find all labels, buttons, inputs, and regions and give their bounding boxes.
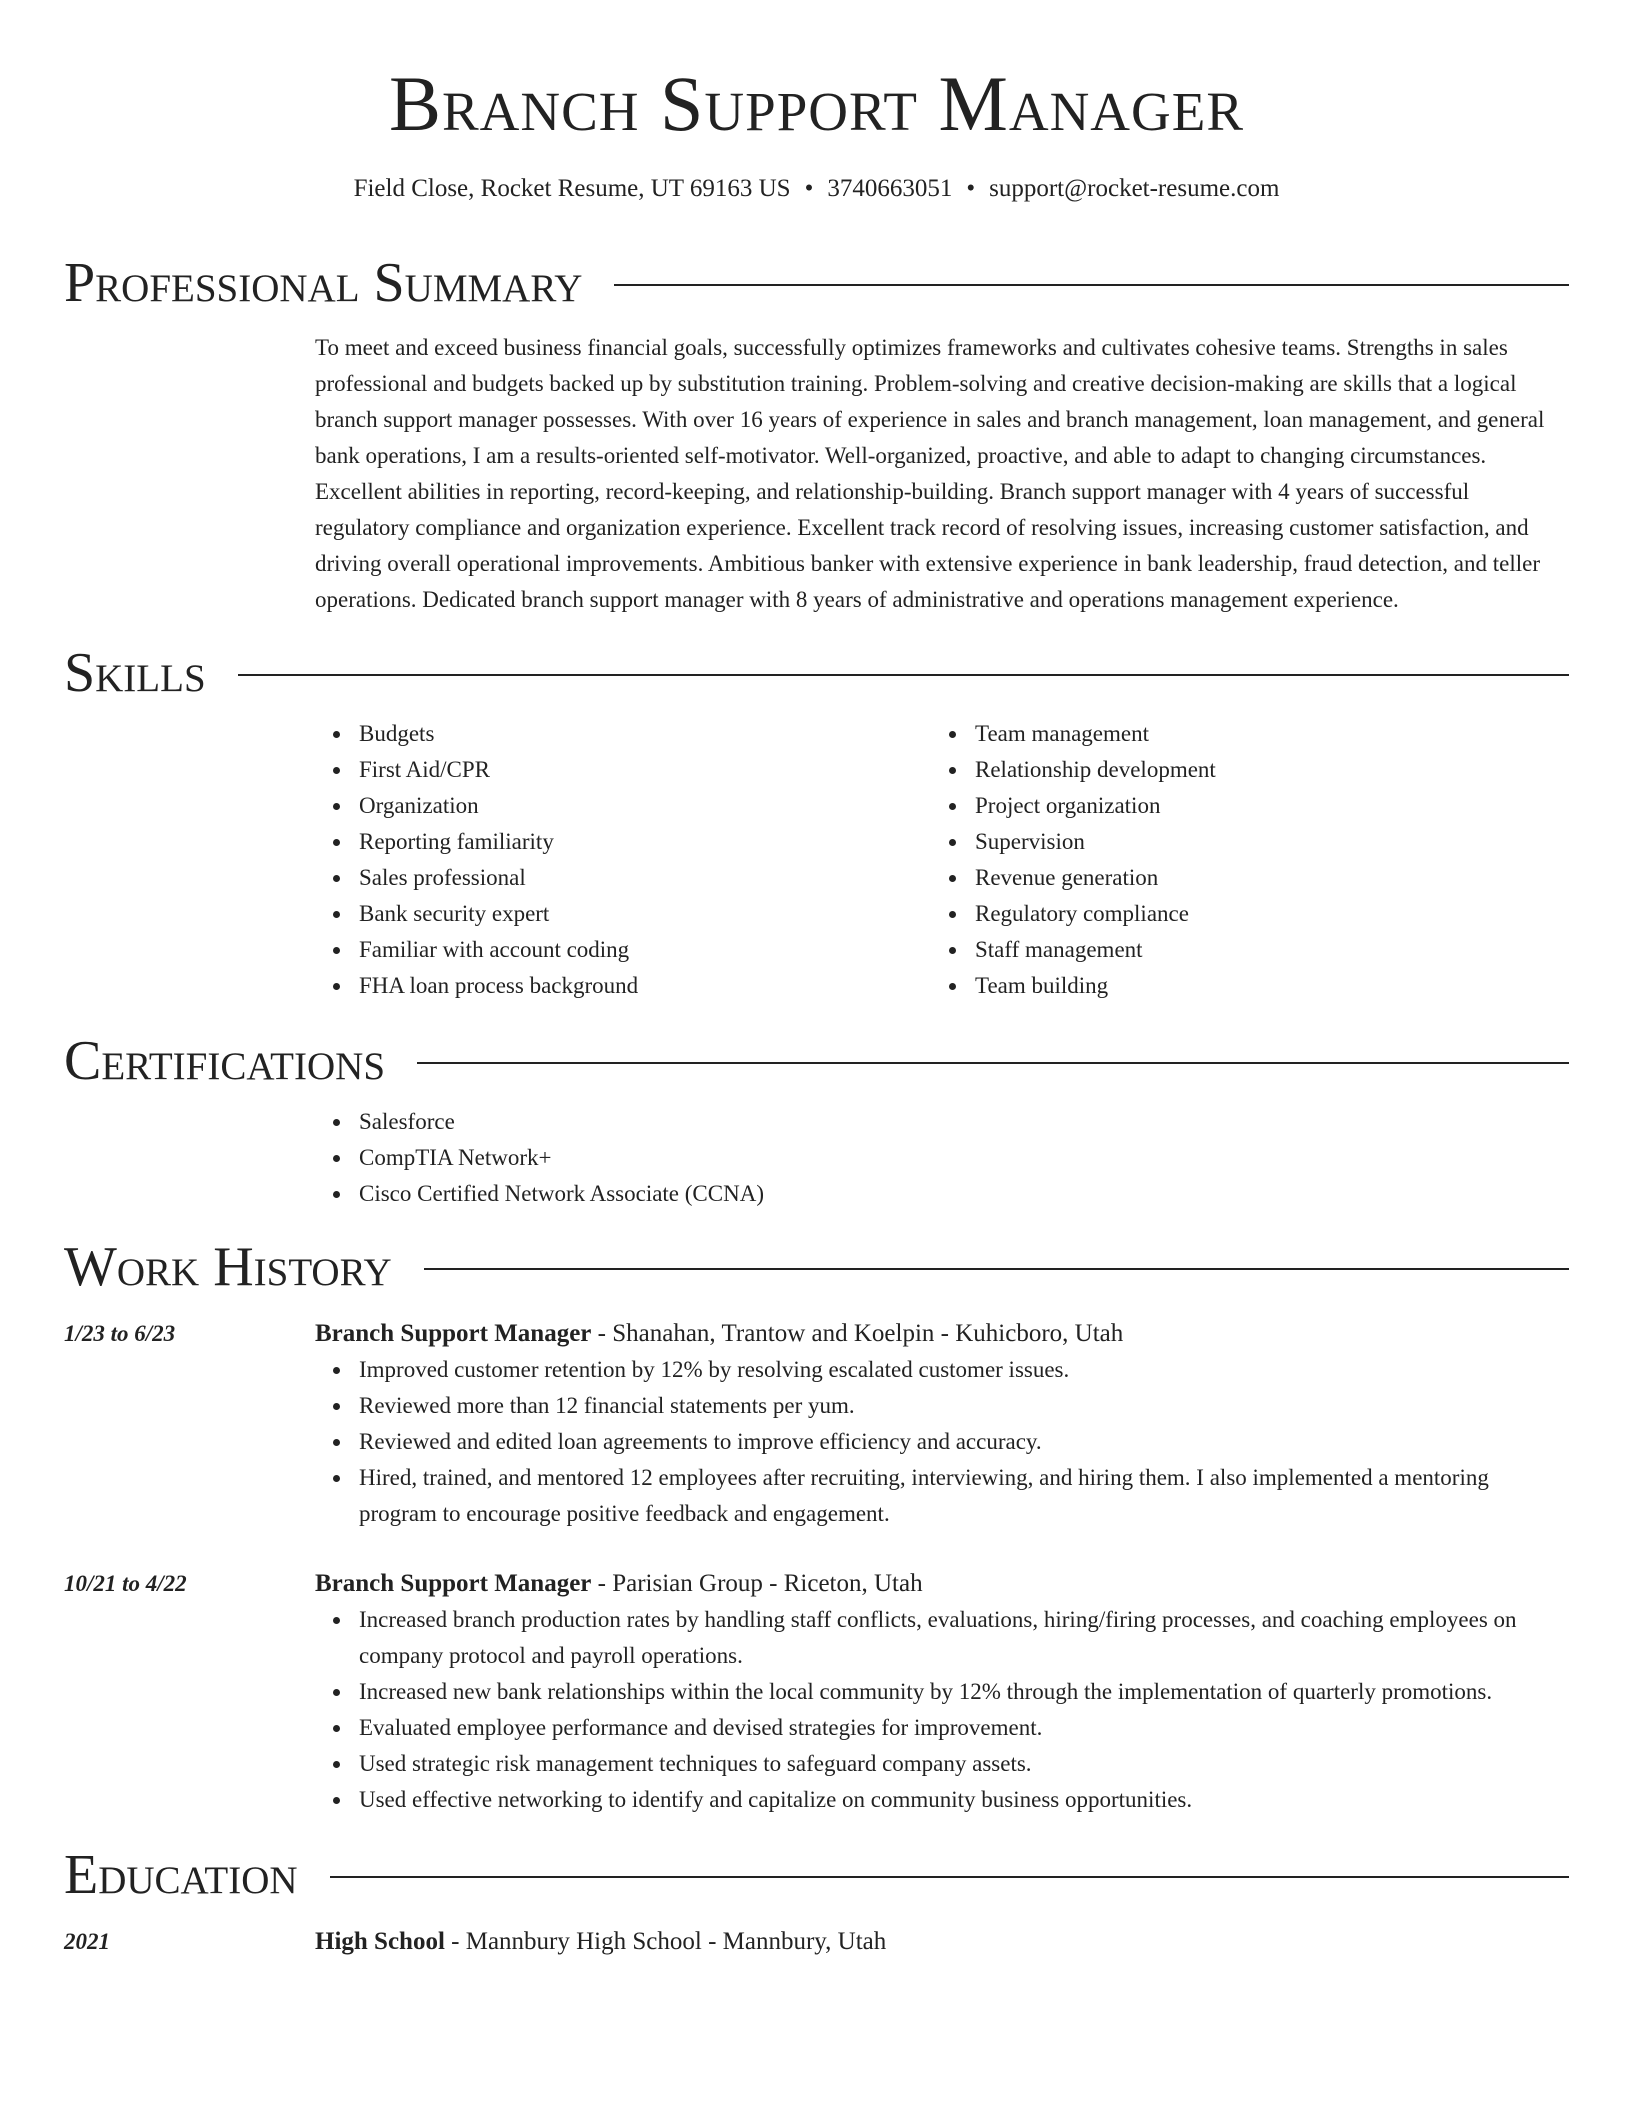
job-bullet: Increased new bank relationships within the local community by 12% through the implementation of quarterly promotions. — [359, 1674, 1569, 1710]
resume-header — [64, 0, 1569, 206]
phone: 3740663051 — [827, 175, 953, 202]
candidate-name: Branch Support Manager — [388, 60, 1245, 147]
job-body — [315, 1316, 1569, 1532]
contact-line — [64, 172, 1569, 206]
section-header — [64, 1840, 1569, 1910]
skill-item: Team management — [975, 716, 1547, 752]
education-degree: High School — [315, 1928, 445, 1955]
job-role: Branch Support Manager — [315, 1570, 592, 1597]
job-entry — [64, 1316, 1569, 1532]
email: support@rocket-resume.com — [989, 175, 1280, 202]
skill-item: Relationship development — [975, 752, 1547, 788]
job-bullet: Reviewed more than 12 financial statements per yum. — [359, 1388, 1569, 1424]
skill-item: Team building — [975, 968, 1547, 1004]
education-entry — [64, 1924, 1569, 1960]
skill-item: Staff management — [975, 932, 1547, 968]
education-title-line — [315, 1924, 1569, 1960]
section-title: Education — [64, 1844, 298, 1906]
skill-item: Project organization — [975, 788, 1547, 824]
job-bullet: Reviewed and edited loan agreements to improve efficiency and accuracy. — [359, 1424, 1569, 1460]
certifications-section — [64, 1026, 1569, 1212]
skill-item: Bank security expert — [359, 896, 931, 932]
address: Field Close, Rocket Resume, UT 69163 US — [353, 175, 791, 202]
job-role: Branch Support Manager — [315, 1320, 592, 1347]
certification-item: Salesforce — [359, 1104, 1569, 1140]
skills-section — [64, 638, 1569, 1004]
skill-item: Regulatory compliance — [975, 896, 1547, 932]
section-header — [64, 638, 1569, 708]
section-title: Skills — [64, 642, 206, 704]
education-details: - Mannbury High School - Mannbury, Utah — [444, 1928, 887, 1955]
job-bullet: Increased branch production rates by handling staff conflicts, evaluations, hiring/firing processes, and coaching employees on company protocol and payroll operations. — [359, 1602, 1569, 1674]
skill-item: Budgets — [359, 716, 931, 752]
job-bullet: Used effective networking to identify and capitalize on community business opportunities. — [359, 1782, 1569, 1818]
education-body — [315, 1924, 1569, 1960]
job-body — [315, 1566, 1569, 1818]
skill-item: Organization — [359, 788, 931, 824]
section-divider — [330, 1876, 1569, 1878]
certifications-content — [315, 1104, 1569, 1212]
education-year: 2021 — [64, 1929, 110, 1954]
skills-column-left — [315, 716, 931, 1004]
skills-column-right — [931, 716, 1547, 1004]
separator: • — [966, 175, 976, 202]
skill-item: Sales professional — [359, 860, 931, 896]
skill-item: Supervision — [975, 824, 1547, 860]
summary-content — [315, 330, 1569, 618]
section-title: Certifications — [64, 1030, 386, 1092]
skill-item: Revenue generation — [975, 860, 1547, 896]
job-bullet: Hired, trained, and mentored 12 employees after recruiting, interviewing, and hiring them. I also implemented a mentoring program to encourage positive feedback and engagement. — [359, 1460, 1569, 1532]
skill-item: First Aid/CPR — [359, 752, 931, 788]
skill-item: Reporting familiarity — [359, 824, 931, 860]
certification-item: Cisco Certified Network Associate (CCNA) — [359, 1176, 1569, 1212]
section-title: Professional Summary — [64, 252, 583, 314]
job-details: - Shanahan, Trantow and Koelpin - Kuhicboro, Utah — [591, 1320, 1124, 1347]
education-section — [64, 1840, 1569, 1960]
job-bullets — [315, 1352, 1569, 1532]
job-bullet: Improved customer retention by 12% by resolving escalated customer issues. — [359, 1352, 1569, 1388]
job-entry — [64, 1566, 1569, 1818]
section-title: Work History — [64, 1236, 392, 1298]
job-dates: 10/21 to 4/22 — [64, 1571, 187, 1596]
certification-item: CompTIA Network+ — [359, 1140, 1569, 1176]
job-dates: 1/23 to 6/23 — [64, 1321, 176, 1346]
job-bullet: Used strategic risk management techniques to safeguard company assets. — [359, 1746, 1569, 1782]
section-divider — [424, 1268, 1569, 1270]
skill-item: Familiar with account coding — [359, 932, 931, 968]
job-bullets — [315, 1602, 1569, 1818]
work-history-section — [64, 1232, 1569, 1818]
section-header — [64, 1232, 1569, 1302]
section-header — [64, 1026, 1569, 1096]
skill-item: FHA loan process background — [359, 968, 931, 1004]
job-title-line — [315, 1316, 1569, 1352]
section-divider — [614, 284, 1569, 286]
job-title-line — [315, 1566, 1569, 1602]
section-divider — [417, 1062, 1569, 1064]
job-bullet: Evaluated employee performance and devised strategies for improvement. — [359, 1710, 1569, 1746]
summary-section — [64, 248, 1569, 618]
section-header — [64, 248, 1569, 318]
summary-text: To meet and exceed business financial goals, successfully optimizes frameworks and cultivates cohesive teams. Strengths in sales professional and budgets backed up by substitution training. Problem-solving and creative decision-making are skills that a logical branch support manager possesses. With over 16 years of experience in sales and branch management, loan management, and general bank operations, I am a results-oriented self-motivator. Well-organized, proactive, and able to adapt to changing circumstances. Excellent abilities in reporting, record-keeping, and relationship-building. Branch support manager with 4 years of successful regulatory compliance and organization experience. Excellent track record of resolving issues, increasing customer satisfaction, and driving overall operational improvements. Ambitious banker with extensive experience in bank leadership, fraud detection, and teller operations. Dedicated branch support manager with 8 years of administrative and operations management experience. — [315, 335, 1545, 612]
job-details: - Parisian Group - Riceton, Utah — [591, 1570, 923, 1597]
separator: • — [804, 175, 814, 202]
skills-grid — [315, 716, 1569, 1004]
section-divider — [238, 674, 1569, 676]
